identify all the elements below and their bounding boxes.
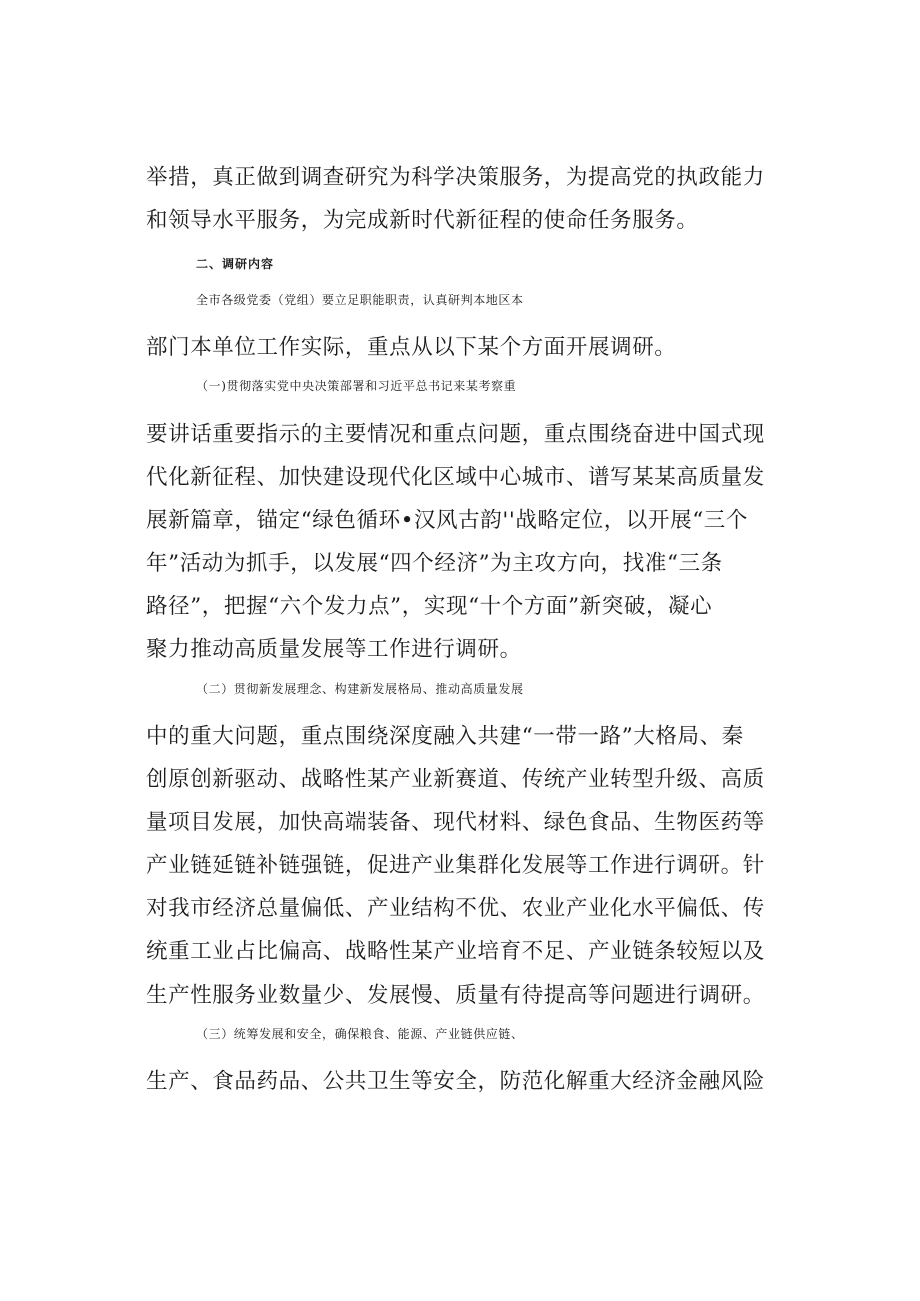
text-line: 聚力推动高质量发展等工作进行调研。 [146, 637, 522, 662]
paragraph-first-line: （三）统筹发展和安全，确保粮食、能源、产业链供应链、 [196, 1027, 524, 1041]
text-line: 举措，真正做到调查研究为科学决策服务，为提高党的执政能力 [146, 165, 765, 190]
paragraph-first-line: （二）贯彻新发展理念、构建新发展格局、推动高质量发展 [196, 682, 524, 696]
text-line: 对我市经济总量偏低、产业结构不优、农业产业化水平偏低、传 [146, 896, 765, 921]
text-line: 创原创新驱动、战略性某产业新赛道、传统产业转型升级、高质 [146, 767, 765, 792]
text-line: 生产、食品药品、公共卫生等安全，防范化解重大经济金融风险 [146, 1069, 765, 1094]
text-line: 生产性服务业数量少、发展慢、质量有待提高等问题进行调研。 [146, 983, 765, 1008]
text-line: 统重工业占比偏高、战略性某产业培育不足、产业链条较短以及 [146, 939, 765, 964]
section-heading: 二、调研内容 [196, 257, 275, 271]
text-line: 中的重大问题，重点围绕深度融入共建“一带一路”大格局、秦 [146, 724, 744, 749]
text-line: 代化新征程、加快建设现代化区域中心城市、谱写某某高质量发 [146, 465, 765, 490]
text-line: 要讲话重要指示的主要情况和重点问题，重点围绕奋进中国式现 [146, 422, 765, 447]
text-line: 量项目发展，加快高端装备、现代材料、绿色食品、生物医药等 [146, 810, 765, 835]
text-line: 路径”，把握“六个发力点”，实现“十个方面”新突破，凝心 [146, 594, 713, 619]
text-line: 产业链延链补链强链，促进产业集群化发展等工作进行调研。针 [146, 853, 765, 878]
text-line: 展新篇章，锚定“绿色循环•汉风古韵''战略定位，以开展“三个 [146, 508, 748, 533]
text-line: 和领导水平服务，为完成新时代新征程的使命任务服务。 [146, 208, 699, 233]
paragraph-first-line: 全市各级党委（党组）要立足职能职责，认真研判本地区本 [196, 293, 524, 307]
text-line: 部门本单位工作实际，重点从以下某个方面开展调研。 [146, 335, 677, 360]
paragraph-first-line: （一)贯彻落实党中央决策部署和习近平总书记来某考察重 [196, 379, 517, 393]
text-line: 年”活动为抓手，以发展“四个经济”为主攻方向，找准“三条 [146, 551, 723, 576]
